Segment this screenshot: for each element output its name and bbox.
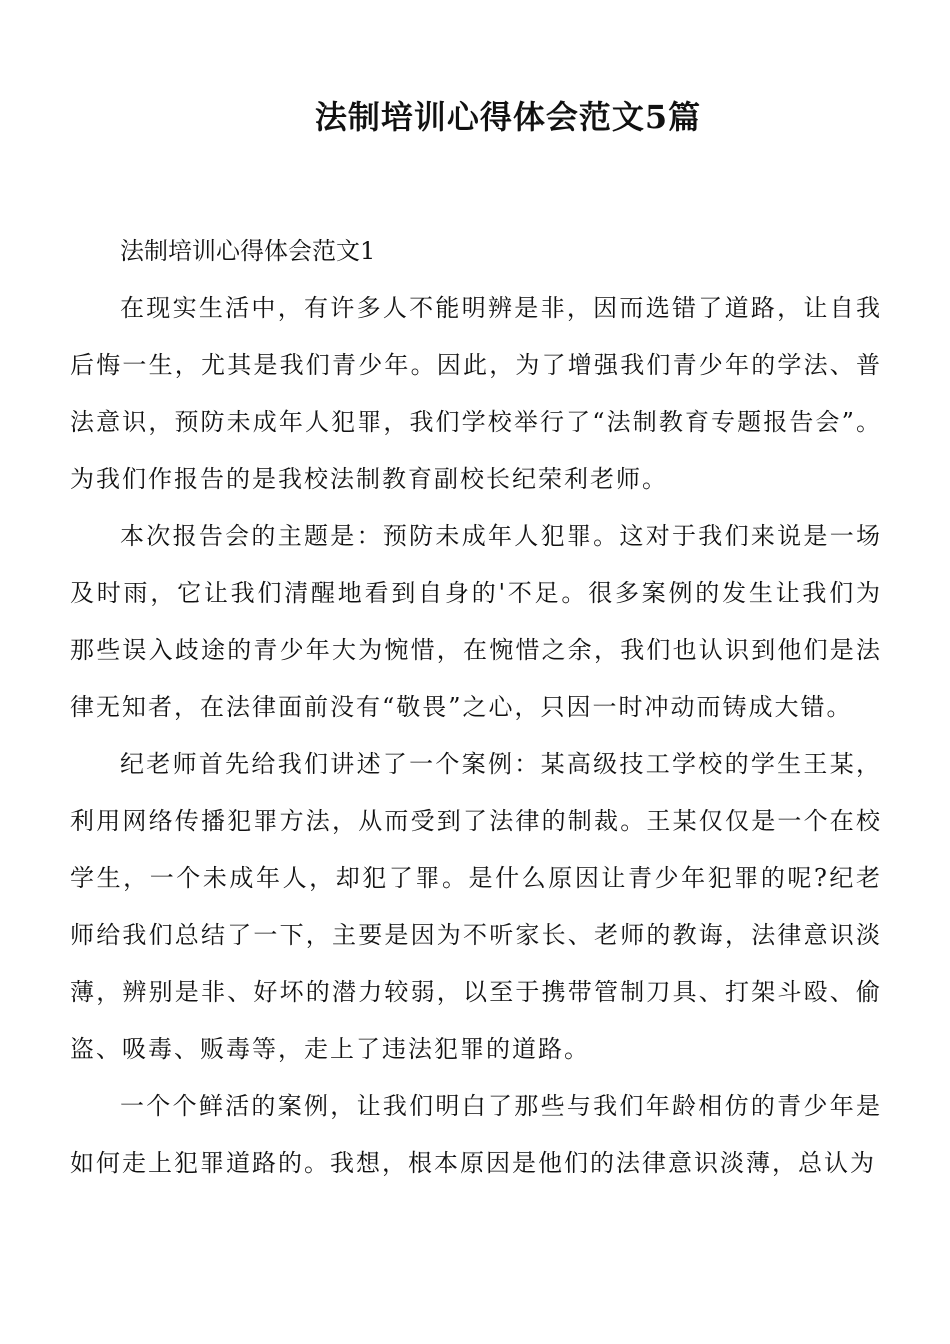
- document-body: [70, 223, 882, 1192]
- paragraph-3: 纪老师首先给我们讲述了一个案例：某高级技工学校的学生王某，利用网络传播犯罪方法，从而受到了法律的制裁。王某仅仅是一个在校学生，一个未成年人，却犯了罪。是什么原因让青少年犯罪的呢?纪老师给我们总结了一下，主要是因为不听家长、老师的教诲，法律意识淡薄，辨别是非、好坏的潜力较弱，以至于携带管制刀具、打架斗殴、偷盗、吸毒、贩毒等，走上了违法犯罪的道路。: [70, 750, 882, 1063]
- section-heading: 法制培训心得体会范文1: [120, 237, 376, 265]
- paragraph-4: 一个个鲜活的案例，让我们明白了那些与我们年龄相仿的青少年是如何走上犯罪道路的。我想，根本原因是他们的法律意识淡薄，总认为: [70, 1092, 882, 1177]
- paragraph-1: 在现实生活中，有许多人不能明辨是非，因而选错了道路，让自我后悔一生，尤其是我们青少年。因此，为了增强我们青少年的学法、普法意识，预防未成年人犯罪，我们学校举行了“法制教育专题报告会”。为我们作报告的是我校法制教育副校长纪荣利老师。: [70, 294, 882, 493]
- document-title: 法制培训心得体会范文5篇: [314, 98, 702, 136]
- paragraph-2: 本次报告会的主题是：预防未成年人犯罪。这对于我们来说是一场及时雨，它让我们清醒地看到自身的'不足。很多案例的发生让我们为那些误入歧途的青少年大为惋惜，在惋惜之余，我们也认识到他们是法律无知者，在法律面前没有“敬畏”之心，只因一时冲动而铸成大错。: [70, 522, 882, 721]
